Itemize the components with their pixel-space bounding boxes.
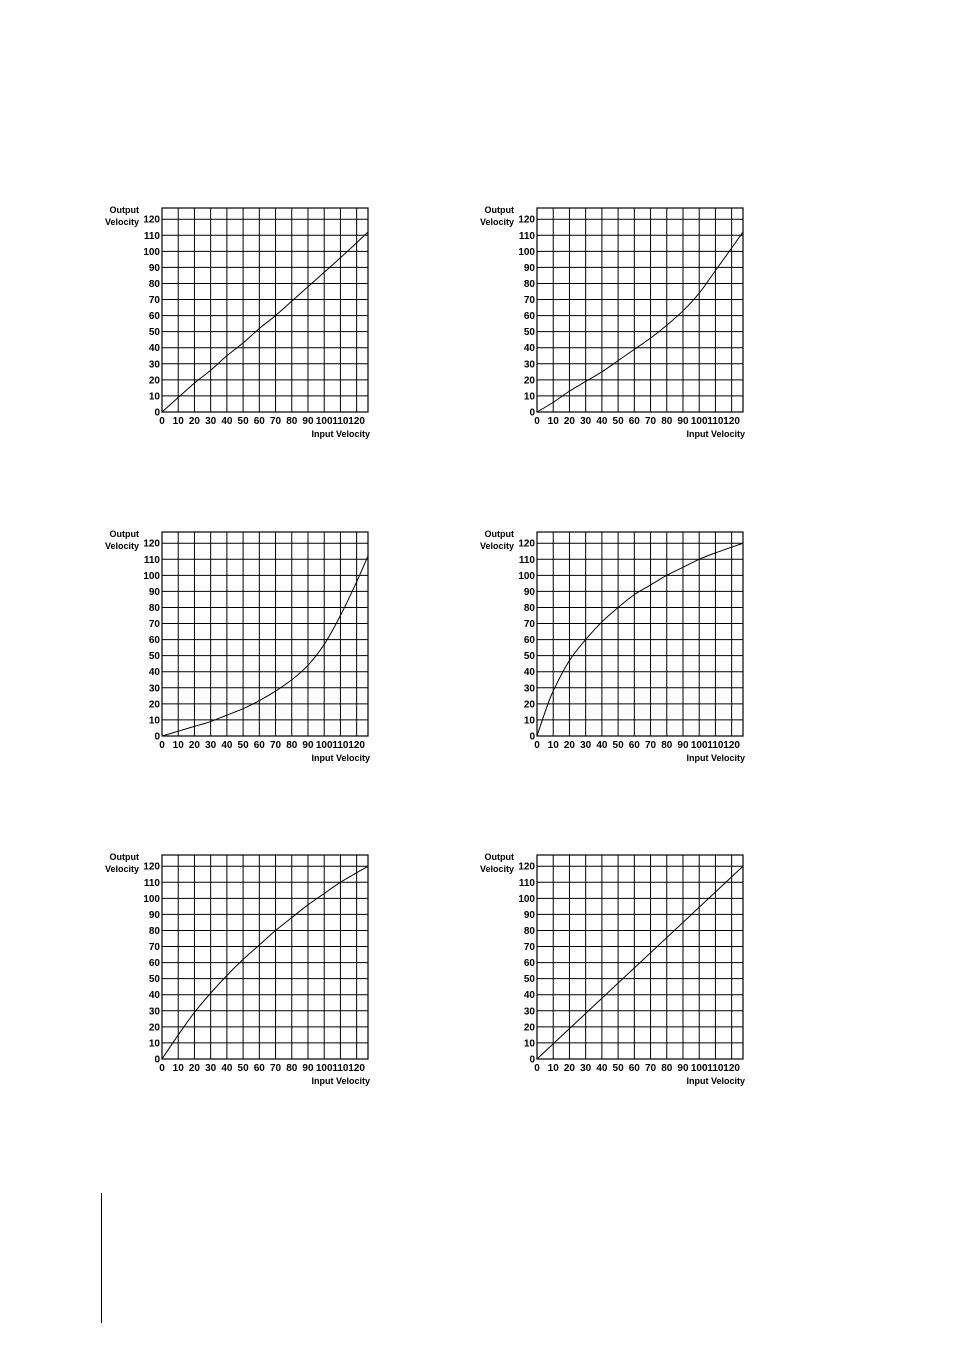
x-tick-label: 60 bbox=[628, 1063, 640, 1074]
y-axis-label: Velocity bbox=[104, 217, 139, 227]
x-tick-label: 90 bbox=[677, 416, 689, 427]
x-tick-label: 90 bbox=[302, 1063, 314, 1074]
y-tick-label: 40 bbox=[148, 990, 160, 1002]
x-tick-label: 40 bbox=[596, 740, 608, 751]
x-tick-label: 70 bbox=[644, 740, 657, 751]
y-axis-label: Velocity bbox=[104, 541, 139, 551]
x-tick-label: 80 bbox=[286, 740, 298, 751]
y-tick-label: 120 bbox=[143, 538, 160, 550]
y-tick-label: 90 bbox=[148, 586, 160, 598]
y-tick-label: 90 bbox=[148, 909, 160, 921]
x-tick-label: 0 bbox=[534, 740, 540, 751]
y-axis-label: Output bbox=[109, 852, 139, 862]
x-tick-label: 70 bbox=[269, 740, 282, 751]
y-tick-label: 40 bbox=[148, 667, 160, 679]
y-tick-label: 10 bbox=[523, 715, 535, 727]
x-tick-label: 100 bbox=[315, 740, 333, 751]
y-tick-label: 0 bbox=[154, 407, 160, 419]
velocity-curve bbox=[162, 556, 368, 736]
y-axis-label: Output bbox=[109, 205, 139, 215]
x-tick-label: 0 bbox=[159, 416, 165, 427]
velocity-chart-2 bbox=[480, 205, 745, 439]
velocity-curve bbox=[162, 232, 368, 412]
x-tick-label: 40 bbox=[596, 416, 608, 427]
x-tick-label: 30 bbox=[205, 416, 217, 427]
x-tick-label: 110 bbox=[332, 1063, 349, 1074]
y-tick-label: 30 bbox=[523, 683, 535, 695]
y-axis-label: Velocity bbox=[479, 541, 514, 551]
y-tick-label: 40 bbox=[148, 343, 160, 355]
x-tick-label: 120 bbox=[723, 416, 740, 427]
x-tick-label: 40 bbox=[221, 740, 233, 751]
x-tick-label: 80 bbox=[661, 740, 673, 751]
y-tick-label: 20 bbox=[523, 699, 535, 711]
x-tick-label: 20 bbox=[188, 416, 201, 427]
x-tick-label: 30 bbox=[580, 740, 592, 751]
y-axis-label: Output bbox=[484, 852, 514, 862]
y-tick-label: 120 bbox=[143, 861, 160, 873]
y-tick-label: 70 bbox=[523, 295, 535, 307]
y-tick-label: 120 bbox=[518, 538, 535, 550]
x-tick-label: 110 bbox=[332, 416, 349, 427]
y-tick-label: 70 bbox=[148, 295, 160, 307]
y-tick-label: 100 bbox=[518, 570, 535, 582]
x-tick-label: 80 bbox=[286, 1063, 298, 1074]
x-tick-label: 90 bbox=[677, 740, 689, 751]
y-tick-label: 20 bbox=[148, 699, 160, 711]
y-tick-label: 70 bbox=[523, 942, 535, 954]
y-tick-label: 100 bbox=[143, 893, 160, 905]
y-tick-label: 90 bbox=[523, 262, 535, 274]
x-tick-label: 10 bbox=[547, 740, 559, 751]
x-tick-label: 30 bbox=[205, 1063, 217, 1074]
x-tick-label: 10 bbox=[547, 1063, 559, 1074]
velocity-curve bbox=[537, 232, 743, 412]
y-tick-label: 20 bbox=[523, 1022, 535, 1034]
y-tick-label: 40 bbox=[523, 343, 535, 355]
x-tick-label: 0 bbox=[159, 740, 165, 751]
x-tick-label: 60 bbox=[253, 740, 265, 751]
x-tick-label: 80 bbox=[661, 416, 673, 427]
x-tick-label: 100 bbox=[315, 1063, 333, 1074]
y-tick-label: 50 bbox=[148, 651, 160, 663]
y-tick-label: 110 bbox=[143, 877, 160, 889]
x-tick-label: 20 bbox=[188, 1063, 201, 1074]
y-tick-label: 0 bbox=[529, 731, 535, 743]
velocity-chart-3 bbox=[105, 529, 370, 763]
x-tick-label: 40 bbox=[221, 416, 233, 427]
plot-frame bbox=[537, 855, 743, 1059]
x-tick-label: 110 bbox=[707, 416, 724, 427]
x-tick-label: 70 bbox=[269, 1063, 282, 1074]
y-tick-label: 0 bbox=[154, 1054, 160, 1066]
y-tick-label: 20 bbox=[148, 1022, 160, 1034]
x-tick-label: 100 bbox=[690, 740, 708, 751]
y-tick-label: 40 bbox=[523, 667, 535, 679]
x-tick-label: 100 bbox=[690, 416, 708, 427]
x-tick-label: 60 bbox=[628, 416, 640, 427]
y-tick-label: 20 bbox=[148, 375, 160, 387]
velocity-chart-4 bbox=[480, 529, 745, 763]
y-tick-label: 90 bbox=[523, 909, 535, 921]
y-tick-label: 40 bbox=[523, 990, 535, 1002]
y-tick-label: 80 bbox=[523, 278, 535, 290]
y-tick-label: 70 bbox=[148, 619, 160, 631]
y-tick-label: 60 bbox=[148, 958, 160, 970]
y-tick-label: 0 bbox=[529, 407, 535, 419]
x-tick-label: 110 bbox=[332, 740, 349, 751]
y-tick-label: 70 bbox=[148, 942, 160, 954]
y-tick-label: 30 bbox=[148, 683, 160, 695]
x-tick-label: 30 bbox=[205, 740, 217, 751]
x-tick-label: 120 bbox=[723, 740, 740, 751]
velocity-chart-1 bbox=[105, 205, 370, 439]
y-tick-label: 10 bbox=[523, 391, 535, 403]
x-tick-label: 90 bbox=[677, 1063, 689, 1074]
y-tick-label: 30 bbox=[523, 1006, 535, 1018]
x-tick-label: 60 bbox=[628, 740, 640, 751]
y-tick-label: 60 bbox=[148, 635, 160, 647]
x-tick-label: 20 bbox=[188, 740, 201, 751]
x-tick-label: 110 bbox=[707, 1063, 724, 1074]
y-tick-label: 110 bbox=[143, 230, 160, 242]
x-tick-label: 50 bbox=[612, 416, 624, 427]
x-tick-label: 120 bbox=[723, 1063, 740, 1074]
x-tick-label: 40 bbox=[221, 1063, 233, 1074]
x-tick-label: 30 bbox=[580, 1063, 592, 1074]
y-axis-label: Output bbox=[484, 205, 514, 215]
x-tick-label: 120 bbox=[348, 416, 365, 427]
x-tick-label: 80 bbox=[661, 1063, 673, 1074]
y-tick-label: 60 bbox=[523, 958, 535, 970]
plot-frame bbox=[537, 208, 743, 412]
y-tick-label: 100 bbox=[143, 570, 160, 582]
y-axis-label: Velocity bbox=[104, 864, 139, 874]
y-tick-label: 10 bbox=[148, 1038, 160, 1050]
y-tick-label: 90 bbox=[148, 262, 160, 274]
x-tick-label: 30 bbox=[580, 416, 592, 427]
x-tick-label: 50 bbox=[237, 416, 249, 427]
x-tick-label: 90 bbox=[302, 740, 314, 751]
plot-frame bbox=[162, 855, 368, 1059]
x-tick-label: 20 bbox=[563, 740, 576, 751]
x-tick-label: 10 bbox=[172, 1063, 184, 1074]
page-margin-rule bbox=[101, 1193, 102, 1323]
y-tick-label: 100 bbox=[143, 246, 160, 258]
y-tick-label: 90 bbox=[523, 586, 535, 598]
y-tick-label: 50 bbox=[523, 651, 535, 663]
y-tick-label: 0 bbox=[154, 731, 160, 743]
y-tick-label: 60 bbox=[523, 311, 535, 323]
y-tick-label: 110 bbox=[518, 554, 535, 566]
y-tick-label: 80 bbox=[148, 925, 160, 937]
velocity-chart-5 bbox=[105, 852, 370, 1086]
y-tick-label: 100 bbox=[518, 246, 535, 258]
y-tick-label: 10 bbox=[148, 715, 160, 727]
x-axis-label: Input Velocity bbox=[311, 753, 370, 763]
y-tick-label: 10 bbox=[148, 391, 160, 403]
y-tick-label: 0 bbox=[529, 1054, 535, 1066]
x-tick-label: 10 bbox=[172, 740, 184, 751]
y-tick-label: 10 bbox=[523, 1038, 535, 1050]
x-tick-label: 20 bbox=[563, 1063, 576, 1074]
plot-frame bbox=[162, 208, 368, 412]
x-axis-label: Input Velocity bbox=[311, 429, 370, 439]
y-tick-label: 50 bbox=[523, 327, 535, 339]
x-axis-label: Input Velocity bbox=[311, 1076, 370, 1086]
x-tick-label: 50 bbox=[237, 1063, 249, 1074]
x-tick-label: 120 bbox=[348, 740, 365, 751]
x-tick-label: 0 bbox=[534, 1063, 540, 1074]
y-tick-label: 20 bbox=[523, 375, 535, 387]
plot-frame bbox=[537, 532, 743, 736]
y-tick-label: 80 bbox=[523, 602, 535, 614]
y-tick-label: 50 bbox=[148, 327, 160, 339]
x-tick-label: 60 bbox=[253, 416, 265, 427]
y-tick-label: 30 bbox=[148, 1006, 160, 1018]
x-tick-label: 100 bbox=[690, 1063, 708, 1074]
y-tick-label: 120 bbox=[143, 214, 160, 226]
y-tick-label: 110 bbox=[143, 554, 160, 566]
y-tick-label: 60 bbox=[148, 311, 160, 323]
x-tick-label: 50 bbox=[612, 740, 624, 751]
plot-frame bbox=[162, 532, 368, 736]
y-axis-label: Output bbox=[484, 529, 514, 539]
x-tick-label: 120 bbox=[348, 1063, 365, 1074]
x-tick-label: 100 bbox=[315, 416, 333, 427]
x-tick-label: 90 bbox=[302, 416, 314, 427]
y-tick-label: 80 bbox=[148, 602, 160, 614]
y-tick-label: 30 bbox=[148, 359, 160, 371]
x-tick-label: 70 bbox=[644, 1063, 657, 1074]
velocity-chart-6 bbox=[480, 852, 745, 1086]
x-axis-label: Input Velocity bbox=[686, 753, 745, 763]
x-tick-label: 40 bbox=[596, 1063, 608, 1074]
x-tick-label: 10 bbox=[547, 416, 559, 427]
x-tick-label: 60 bbox=[253, 1063, 265, 1074]
x-tick-label: 0 bbox=[534, 416, 540, 427]
y-tick-label: 120 bbox=[518, 861, 535, 873]
y-tick-label: 50 bbox=[148, 974, 160, 986]
y-tick-label: 50 bbox=[523, 974, 535, 986]
x-axis-label: Input Velocity bbox=[686, 1076, 745, 1086]
x-tick-label: 50 bbox=[612, 1063, 624, 1074]
x-tick-label: 70 bbox=[269, 416, 282, 427]
y-tick-label: 120 bbox=[518, 214, 535, 226]
y-tick-label: 60 bbox=[523, 635, 535, 647]
x-axis-label: Input Velocity bbox=[686, 429, 745, 439]
y-tick-label: 110 bbox=[518, 877, 535, 889]
x-tick-label: 70 bbox=[644, 416, 657, 427]
x-tick-label: 10 bbox=[172, 416, 184, 427]
y-tick-label: 70 bbox=[523, 619, 535, 631]
y-tick-label: 80 bbox=[148, 278, 160, 290]
y-tick-label: 100 bbox=[518, 893, 535, 905]
y-axis-label: Velocity bbox=[479, 217, 514, 227]
y-tick-label: 80 bbox=[523, 925, 535, 937]
x-tick-label: 80 bbox=[286, 416, 298, 427]
y-tick-label: 110 bbox=[518, 230, 535, 242]
x-tick-label: 110 bbox=[707, 740, 724, 751]
x-tick-label: 50 bbox=[237, 740, 249, 751]
y-tick-label: 30 bbox=[523, 359, 535, 371]
x-tick-label: 20 bbox=[563, 416, 576, 427]
y-axis-label: Output bbox=[109, 529, 139, 539]
x-tick-label: 0 bbox=[159, 1063, 165, 1074]
y-axis-label: Velocity bbox=[479, 864, 514, 874]
